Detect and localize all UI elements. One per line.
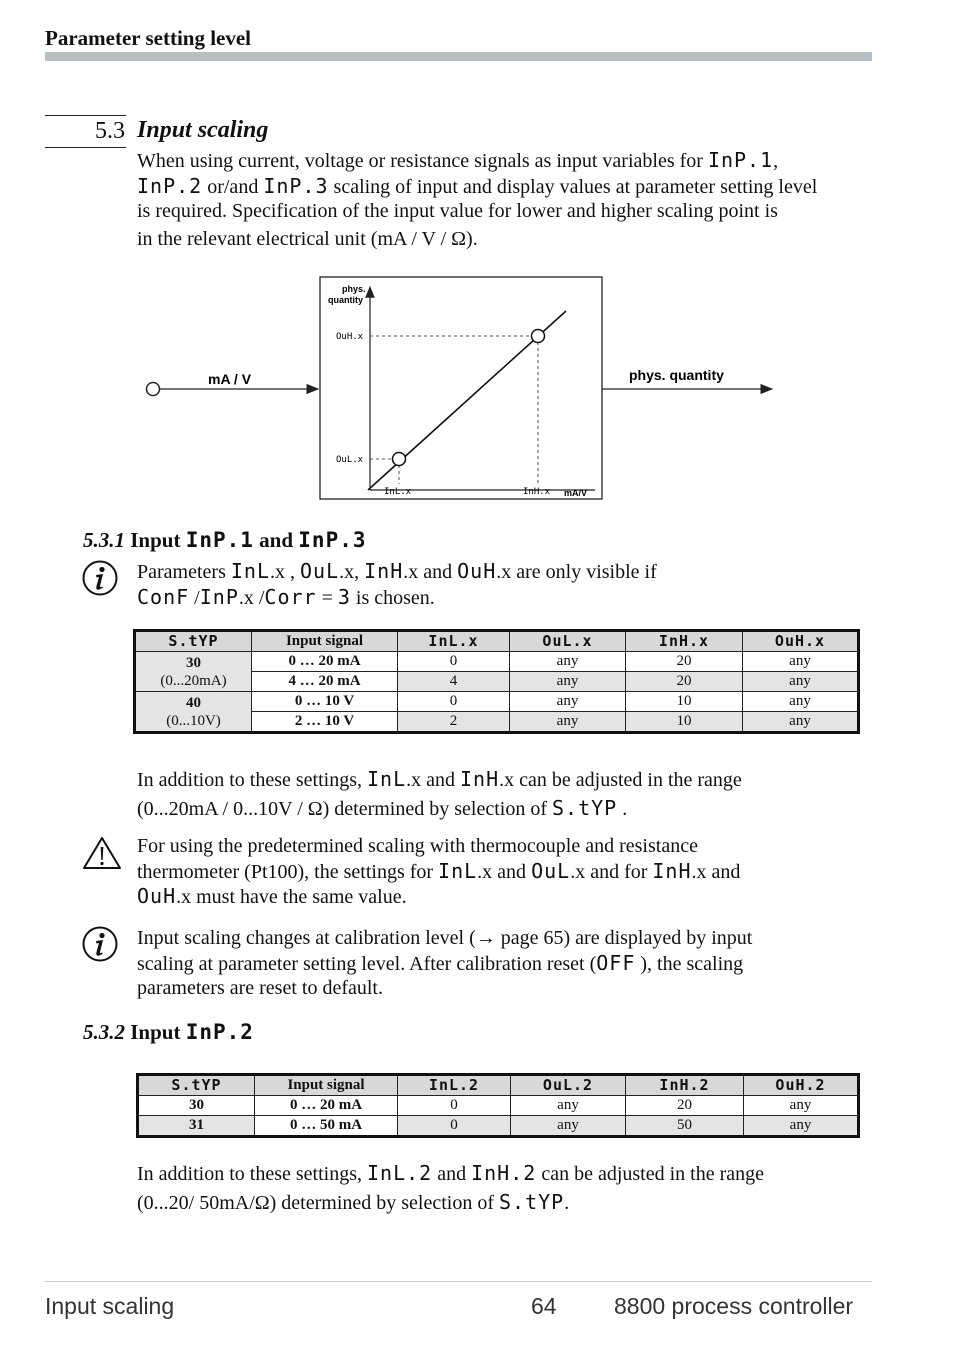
text: . [564,1192,570,1214]
label-inh: InH.x [523,487,551,497]
warning-line-2 [137,859,740,885]
scaling-table-inp2 [136,1073,860,1138]
text: .x and [403,561,458,583]
text: Parameters [137,561,231,583]
text: .x / [238,586,265,609]
section-title: Input scaling [137,117,269,143]
text: can be adjusted in the range [536,1163,764,1185]
column-header: OuL.2 [511,1075,626,1096]
code: OuH [137,884,177,908]
page-header-title: Parameter setting level [45,26,252,50]
section-number: 5.3 [95,118,125,144]
table-cell: any [744,1096,859,1116]
text: .x and [691,860,741,883]
code: InH [460,767,500,791]
label-inl: InL.x [384,487,412,497]
calibration-note [137,926,752,1001]
table-cell: 4 [398,672,510,692]
code-inp2: InP.2 [185,1020,254,1044]
text: (0...20/ 50mA/Ω) determined by selection of [137,1192,500,1214]
code: OuL [531,858,571,883]
code: InL [366,767,407,791]
table-cell: any [510,712,626,733]
y-axis-label-1: phys. [342,284,366,294]
text: thermometer (Pt100), the settings for [137,860,439,883]
subsection-label: Input [130,528,181,552]
input-label: mA / V [208,371,252,387]
text: and [432,1163,472,1185]
text: , [773,150,779,172]
code: OuL [299,559,340,583]
table-cell: 31 [138,1116,255,1137]
table-header-row [138,1075,859,1096]
column-header: OuH.2 [744,1075,859,1096]
table-cell: any [743,652,859,672]
note-visibility [137,559,657,610]
text: and [259,528,294,552]
code: InH [652,858,692,883]
text: .x are only visible if [496,561,657,583]
text: . [617,798,628,820]
table-cell: 0 … 50 mA [255,1116,398,1137]
code: 3 [337,584,351,609]
column-header: InL.2 [398,1075,511,1096]
column-header: OuH.x [743,631,859,652]
calibration-line-3: parameters are reset to default. [137,977,383,999]
table-cell: 0 [398,1116,511,1137]
code: InL [438,858,478,883]
table-cell: 4 … 20 mA [252,672,398,692]
text: .x and [477,860,532,883]
text: .x , [269,561,300,583]
code: InP [199,584,239,609]
column-header: Input signal [252,631,398,652]
table-cell: 2 [398,712,510,733]
code: InL.2 [366,1161,433,1185]
warning-line-1: For using the predetermined scaling with thermocouple and resistance [137,835,698,857]
code: ConF [137,584,190,609]
code: Corr [264,584,317,609]
y-axis-label-2: quantity [328,295,363,305]
intro-line-4: in the relevant electrical unit (mA / V / Ω). [137,227,478,250]
text: scaling at parameter setting level. After calibration reset ( [137,952,597,975]
table-cell: 50 [626,1116,744,1137]
info-icon [81,559,119,597]
code-off: OFF [596,950,636,975]
text: .x and [406,769,460,791]
section-rule-bottom [45,147,126,148]
low-scaling-point [393,453,406,466]
intro-line-3: is required. Specification of the input value for lower and higher scaling point is [137,200,778,222]
footer-page-number: 64 [531,1293,557,1319]
table-cell: any [743,672,859,692]
text: .x must have the same value. [176,886,407,908]
table-cell: any [510,692,626,712]
warning-note [137,834,740,910]
intro-line-2 [137,174,877,200]
column-header: S.tYP [135,631,252,652]
text: is chosen. [350,586,435,609]
table-cell: any [743,712,859,733]
table-cell: any [743,692,859,712]
type-value: 30 [186,654,201,671]
text: / [189,586,200,609]
code: S.tYP [499,1190,565,1214]
text: When using current, voltage or resistance signals as input variables for [137,150,708,172]
column-header: InH.2 [626,1075,744,1096]
text: .x can be adjusted in the range [499,769,742,791]
note-line-2 [137,585,657,611]
range-note-1 [137,765,742,823]
table-cell: 10 [626,712,743,733]
header-bar [45,52,872,61]
type-range: (0...20mA) [160,672,227,689]
label-oul: OuL.x [336,455,364,465]
text: .x, [339,561,365,583]
subsection-number: 5.3.2 [83,1020,125,1044]
table-cell: 20 [626,652,743,672]
subsection-531-heading [83,528,367,553]
column-header: S.tYP [138,1075,255,1096]
table-cell: any [511,1116,626,1137]
text: .x and for [570,860,653,883]
column-header: InL.x [398,631,510,652]
table-cell: 20 [626,672,743,692]
subsection-532-heading [83,1020,254,1045]
range-note2-line-1 [137,1159,764,1188]
output-label: phys. quantity [629,367,724,383]
type-cell [135,652,252,692]
intro-paragraph [137,148,877,251]
calibration-line-2 [137,951,752,977]
scaling-table-inp1-inp3 [133,629,860,734]
column-header: InH.x [626,631,743,652]
x-axis-label: mA/V [564,488,588,498]
range-note-line-2 [137,794,742,823]
code-inp2: InP.2 [137,173,203,198]
code-inp3: InP.3 [263,173,329,198]
table-cell: 0 … 10 V [252,692,398,712]
table-row [138,1116,859,1137]
code: S.tYP [551,796,618,820]
note-line-1 [137,559,657,585]
subsection-number: 5.3.1 [83,528,125,552]
table-cell: any [510,652,626,672]
section-rule-top [45,115,126,116]
text: In addition to these settings, [137,1163,367,1185]
column-header: OuL.x [510,631,626,652]
table-cell: 10 [626,692,743,712]
range-note-line-1 [137,765,742,794]
code: OuH [457,559,497,583]
column-header: Input signal [255,1075,398,1096]
scaling-diagram [140,270,780,505]
type-value: 40 [186,694,201,711]
subsection-label: Input [130,1020,181,1044]
table-row [138,1096,859,1116]
label-ouh: OuH.x [336,332,364,342]
calibration-line-1: Input scaling changes at calibration level (→ page 65) are displayed by input [137,927,753,949]
table-cell: 0 [398,692,510,712]
text: ), the scaling [635,952,744,975]
table-cell: any [511,1096,626,1116]
text: or/and [202,175,264,198]
table-cell: any [744,1116,859,1137]
type-cell [135,692,252,733]
text: (0...20mA / 0...10V / Ω) determined by selection of [137,798,552,820]
code-inp3: InP.3 [298,528,367,552]
footer-product-name: 8800 process controller [614,1293,854,1319]
warning-line-3 [137,884,740,910]
info-icon [81,925,119,963]
table-cell: 0 … 20 mA [255,1096,398,1116]
table-cell: 0 [398,1096,511,1116]
type-range: (0...10V) [166,712,221,729]
table-cell: 2 … 10 V [252,712,398,733]
table-cell: 0 [398,652,510,672]
table-cell: 20 [626,1096,744,1116]
code: InH.2 [471,1161,537,1185]
text: In addition to these settings, [137,769,367,791]
intro-line-1 [137,148,877,174]
input-terminal-icon [147,383,160,396]
text: scaling of input and display values at parameter setting level [328,175,818,198]
table-row [135,692,859,712]
text: = [316,586,338,609]
range-note-2 [137,1159,764,1217]
table-cell: 0 … 20 mA [252,652,398,672]
code: InH [364,559,404,583]
table-cell: any [510,672,626,692]
code: InL [230,559,270,583]
code-inp1: InP.1 [185,528,254,552]
diagram-box [320,277,602,499]
table-header-row [135,631,859,652]
table-cell: 30 [138,1096,255,1116]
footer-rule [45,1281,872,1282]
warning-icon [82,835,122,871]
high-scaling-point [532,330,545,343]
table-row [135,652,859,672]
code-inp1: InP.1 [707,148,774,172]
range-note2-line-2 [137,1188,764,1217]
footer-section-name: Input scaling [45,1293,175,1319]
